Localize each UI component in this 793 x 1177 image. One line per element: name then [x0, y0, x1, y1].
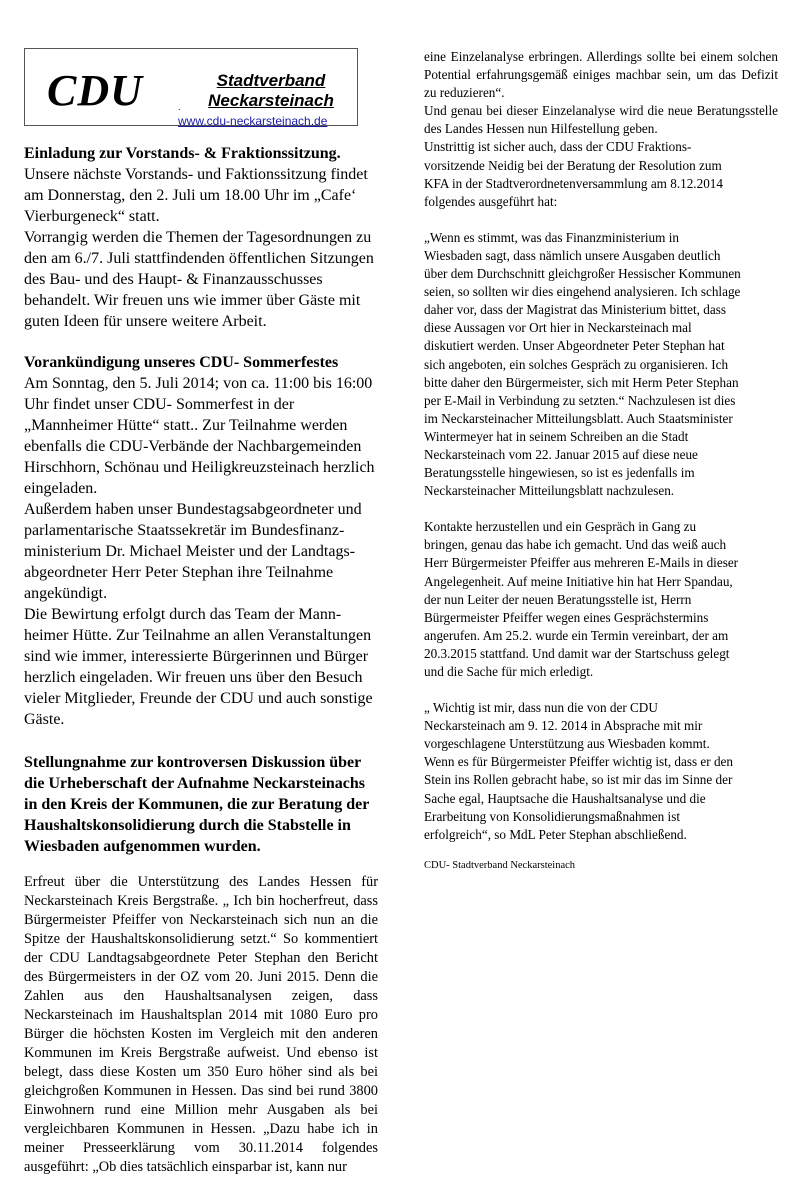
header-dot: .: [178, 102, 181, 112]
continued-paragraph: eine Einzelanalyse erbringen. Allerdings sollte bei einem solchen Potential erfahrungsgemäß einiges machbar sein, um das Defizit zu reduzieren“.: [424, 49, 778, 101]
closing-line: Neckarsteinach am 9. 12. 2014 in Absprache mit mir: [424, 718, 703, 734]
section2-line: angekündigt.: [24, 585, 108, 602]
website-link[interactable]: www.cdu-neckarsteinach.de: [178, 114, 328, 128]
section2-line: Uhr findet unser CDU- Sommerfest in der: [24, 396, 295, 413]
contacts-line: 20.3.2015 stattfand. Und damit war der Startschuss gelegt: [424, 645, 730, 661]
neidig-line: Unstrittig ist sicher auch, dass der CDU Fraktions-: [424, 139, 692, 155]
section3-heading-line: Haushaltskonsolidierung durch die Stabstelle in: [24, 817, 351, 834]
section3-heading: [24, 752, 378, 857]
section1-line: am Donnerstag, den 2. Juli um 18.00 Uhr im „Cafe‘: [24, 187, 357, 204]
closing-line: Stein ins Rollen gebracht habe, so ist mir das im Sinne der: [424, 772, 733, 788]
section2-line: Hirschhorn, Schönau und Heiligkreuzsteinach herzlich: [24, 459, 375, 476]
section1-line: Vorrangig werden die Themen der Tagesordnungen zu: [24, 229, 372, 246]
closing-line: vorgeschlagene Unterstützung aus Wiesbaden kommt.: [424, 736, 710, 752]
closing-line: erfolgreich“, so MdL Peter Stephan abschließend.: [424, 826, 687, 842]
section2-line: „Mannheimer Hütte“ statt.. Zur Teilnahme werden: [24, 417, 348, 434]
quote-line: „Wenn es stimmt, was das Finanzministerium in: [424, 229, 679, 245]
closing-line: Erarbeitung von Konsolidierungsmaßnahmen ist: [424, 808, 681, 824]
advice-paragraph: Und genau bei dieser Einzelanalyse wird die neue Beratungsstelle des Landes Hessen nun Hilfestellung geben.: [424, 103, 778, 137]
quote-line: sich angeboten, ein solches Gespräch zu organisieren. Ich: [424, 356, 729, 372]
section2-line: heimer Hütte. Zur Teilnahme an allen Veranstaltungen: [24, 627, 372, 644]
org-name-line1: Stadtverband: [216, 71, 326, 90]
quote-line: im Neckarsteinacher Mitteilungsblatt. Auch Staatsminister: [424, 410, 733, 426]
section1-line: des Bau- und des Haupt- & Finanzausschusses: [24, 271, 323, 288]
right-column: [424, 48, 778, 871]
neidig-paragraph: [424, 138, 778, 210]
section2-line: eingeladen.: [24, 480, 98, 497]
left-column: [24, 143, 378, 1177]
section3-heading-line: Wiesbaden aufgenommen wurden.: [24, 838, 261, 855]
section2-line: Außerdem haben unser Bundestagsabgeordneter und: [24, 501, 362, 518]
neidig-line: KFA in der Stadtverordnetenversammlung am 8.12.2014: [424, 175, 723, 191]
section2-line: abgeordneter Herr Peter Stephan ihre Teilnahme: [24, 564, 334, 581]
section2-line: Die Bewirtung erfolgt durch das Team der Mann-: [24, 606, 342, 623]
neidig-line: vorsitzende Neidig bei der Beratung der Resolution zum: [424, 157, 722, 173]
quote-paragraph: [424, 229, 778, 500]
quote-line: diese Aussagen vor Ort hier in Neckarsteinach mal: [424, 320, 692, 336]
letterhead-box: [24, 48, 358, 126]
contacts-line: Herr Bürgermeister Pfeiffer aus mehreren E-Mails in dieser: [424, 555, 739, 571]
contacts-line: bringen, genau das habe ich gemacht. Und das weiß auch: [424, 537, 727, 553]
org-name-line2: Neckarsteinach: [208, 91, 334, 110]
section1-line: Unsere nächste Vorstands- und Faktionssitzung findet: [24, 166, 368, 183]
section3-heading-line: in den Kreis der Kommunen, die zur Beratung der: [24, 796, 370, 813]
quote-line: Neckarsteinach vom 22. Januar 2015 auf diese neue: [424, 446, 698, 462]
quote-line: Beratungsstelle hingewiesen, so ist es jedenfalls im: [424, 465, 695, 481]
section2-line: ebenfalls die CDU-Verbände der Nachbargemeinden: [24, 438, 362, 455]
section2-line: ministerium Dr. Michael Meister und der Landtags-: [24, 543, 356, 560]
section2-line: sind wie immer, interessierte Bürgerinnen und Bürger: [24, 648, 369, 665]
quote-line: über dem Durchschnitt gleichgroßer Hessischer Kommunen: [424, 266, 741, 282]
org-name: [190, 71, 352, 111]
section2-body: [24, 373, 378, 730]
quote-line: Neckarsteinacher Mitteilungsblatt nachzulesen.: [424, 483, 675, 499]
contacts-line: und die Sache für mich erledigt.: [424, 664, 594, 679]
section1-line: Vierburgeneck“ statt.: [24, 208, 160, 225]
quote-line: bitte daher den Bürgermeister, sich mit Herm Peter Stephan: [424, 374, 739, 390]
quote-line: Wintermeyer hat in seinem Schreiben an die Stadt: [424, 428, 689, 444]
contacts-line: Bürgermeister Pfeiffer wegen eines Gesprächstermins: [424, 609, 709, 625]
closing-line: Sache egal, Hauptsache die Haushaltsanalyse und die: [424, 790, 706, 806]
section2-line: vieler Mitglieder, Freunde der CDU und auch sonstige: [24, 690, 373, 707]
contacts-line: angerufen. Am 25.2. wurde ein Termin vereinbart, der am: [424, 627, 729, 643]
contacts-paragraph: [424, 518, 778, 681]
quote-line: per E-Mail in Verbindung zu setzten.“ Nachzulesen ist dies: [424, 392, 736, 408]
section3-body: Erfreut über die Unterstützung des Landes Hessen für Neckarsteinach Kreis Bergstraße. „ Ich bin hocherfreut, dass Bürgermeister Pfeiffer von Neckarsteinach sich nun an die Spitze der Haushaltskonsolidierung setzt.“ So kommentiert der CDU Landtagsabgeordnete Peter Stephan den Bericht des Bürgermeisters in der OZ vom 20. Juni 2015. Denn die Zahlen aus den Haushaltsanalysen zeigen, dass Neckarsteinach im Haushaltsplan 2014 mit 1080 Euro pro Bürger die höchsten Kosten im Vergleich mit den anderen Kommunen im Kreis Bergstraße aufweist. Und ebenso ist belegt, dass diese Kosten um 350 Euro höher sind als bei gleichgroßen Kommunen in Hessen. Das sind bei rund 3800 Einwohnern rund eine Million mehr Ausgaben als bei vergleichbaren Kommunen in Hessen. „Dazu habe ich in meiner Presseerklärung vom 30.11.2014 folgendes ausgeführt: „Ob dies tatsächlich einsparbar ist, kann nur: [24, 874, 378, 1175]
section1-line: den am 6./7. Juli stattfindenden öffentlichen Sitzungen: [24, 250, 374, 267]
section2-line: herzlich eingeladen. Wir freuen uns über den Besuch: [24, 669, 363, 686]
section1-body: [24, 164, 378, 332]
neidig-line: folgendes ausgeführt hat:: [424, 193, 558, 209]
section2-line: parlamentarische Staatssekretär im Bundesfinanz-: [24, 522, 345, 539]
section1-line: behandelt. Wir freuen uns wie immer über Gäste mit: [24, 292, 361, 309]
section1-heading: Einladung zur Vorstands- & Fraktionssitzung.: [24, 145, 341, 162]
quote-line: Wiesbaden sagt, dass nämlich unsere Ausgaben deutlich: [424, 247, 721, 263]
quote-line: diskutiert werden. Unser Abgeordneter Peter Stephan hat: [424, 338, 725, 354]
contacts-line: Kontakte herzustellen und ein Gespräch in Gang zu: [424, 519, 697, 535]
section1-line: guten Ideen für unsere weitere Arbeit.: [24, 313, 267, 330]
section3-heading-line: die Urheberschaft der Aufnahme Neckarsteinachs: [24, 775, 366, 792]
quote-line: daher vor, dass der Magistrat das Ministerium bittet, dass: [424, 302, 726, 318]
section2-line: Gäste.: [24, 711, 65, 728]
quote-line: seien, so sollten wir dies eingehend analysieren. Ich schlage: [424, 284, 741, 300]
contacts-line: Angelegenheit. Auf meine Initiative hin hat Herr Spandau,: [424, 573, 733, 589]
signature: CDU- Stadtverband Neckarsteinach: [424, 859, 576, 871]
section2-heading: Vorankündigung unseres CDU- Sommerfestes: [24, 354, 339, 371]
closing-line: Wenn es für Bürgermeister Pfeiffer wichtig ist, dass er den: [424, 754, 734, 770]
section2-line: Am Sonntag, den 5. Juli 2014; von ca. 11:00 bis 16:00: [24, 375, 373, 392]
contacts-line: der nun Leiter der neuen Beratungsstelle ist, Herrn: [424, 591, 692, 607]
cdu-logo: CDU: [47, 66, 143, 115]
section3-heading-line: Stellungnahme zur kontroversen Diskussion über: [24, 754, 362, 771]
closing-line: „ Wichtig ist mir, dass nun die von der CDU: [424, 700, 658, 716]
closing-paragraph: [424, 699, 778, 844]
